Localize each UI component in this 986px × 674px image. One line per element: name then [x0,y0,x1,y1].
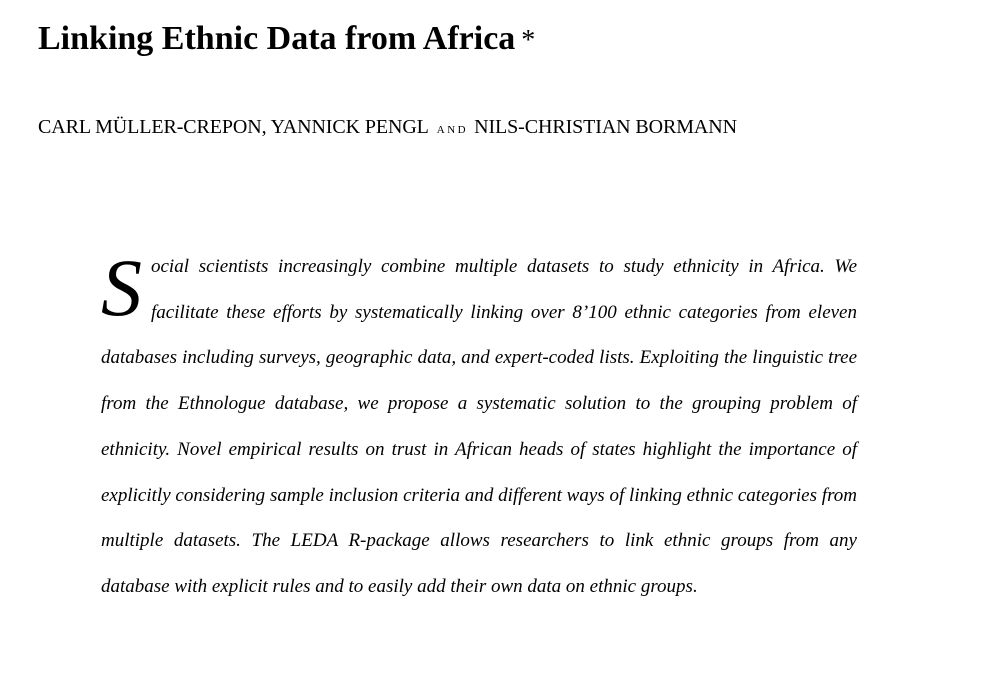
author-list [38,113,737,144]
abstract-text: ocial scientists increasingly combine multiple datasets to study ethnicity in Africa. We facilitate these efforts by systematically linking over 8’100 ethnic categories from eleven databases including surveys, geographic data, and expert-coded lists. Exploiting the linguistic tree from the Ethnologue database, we propose a systematic solution to the grouping problem of ethnicity. Novel empirical results on trust in African heads of states highlight the importance of explicitly considering sample inclusion criteria and different ways of linking ethnic categories from multiple datasets. The LEDA R-package allows researchers to link ethnic groups from any database with explicit rules and to easily add their own data on ethnic groups. [101,256,857,597]
title-footnote-mark: * [521,25,536,56]
author-conjunction: AND [436,124,469,136]
paper-title-text: Linking Ethnic Data from Africa [38,20,516,57]
abstract-dropcap: S [101,242,142,333]
paper-title [38,19,535,61]
author-names-first: CARL MÜLLER-CREPON, YANNICK PENGL [38,116,429,138]
abstract [101,244,857,610]
author-names-last: NILS-CHRISTIAN BORMANN [474,116,737,138]
